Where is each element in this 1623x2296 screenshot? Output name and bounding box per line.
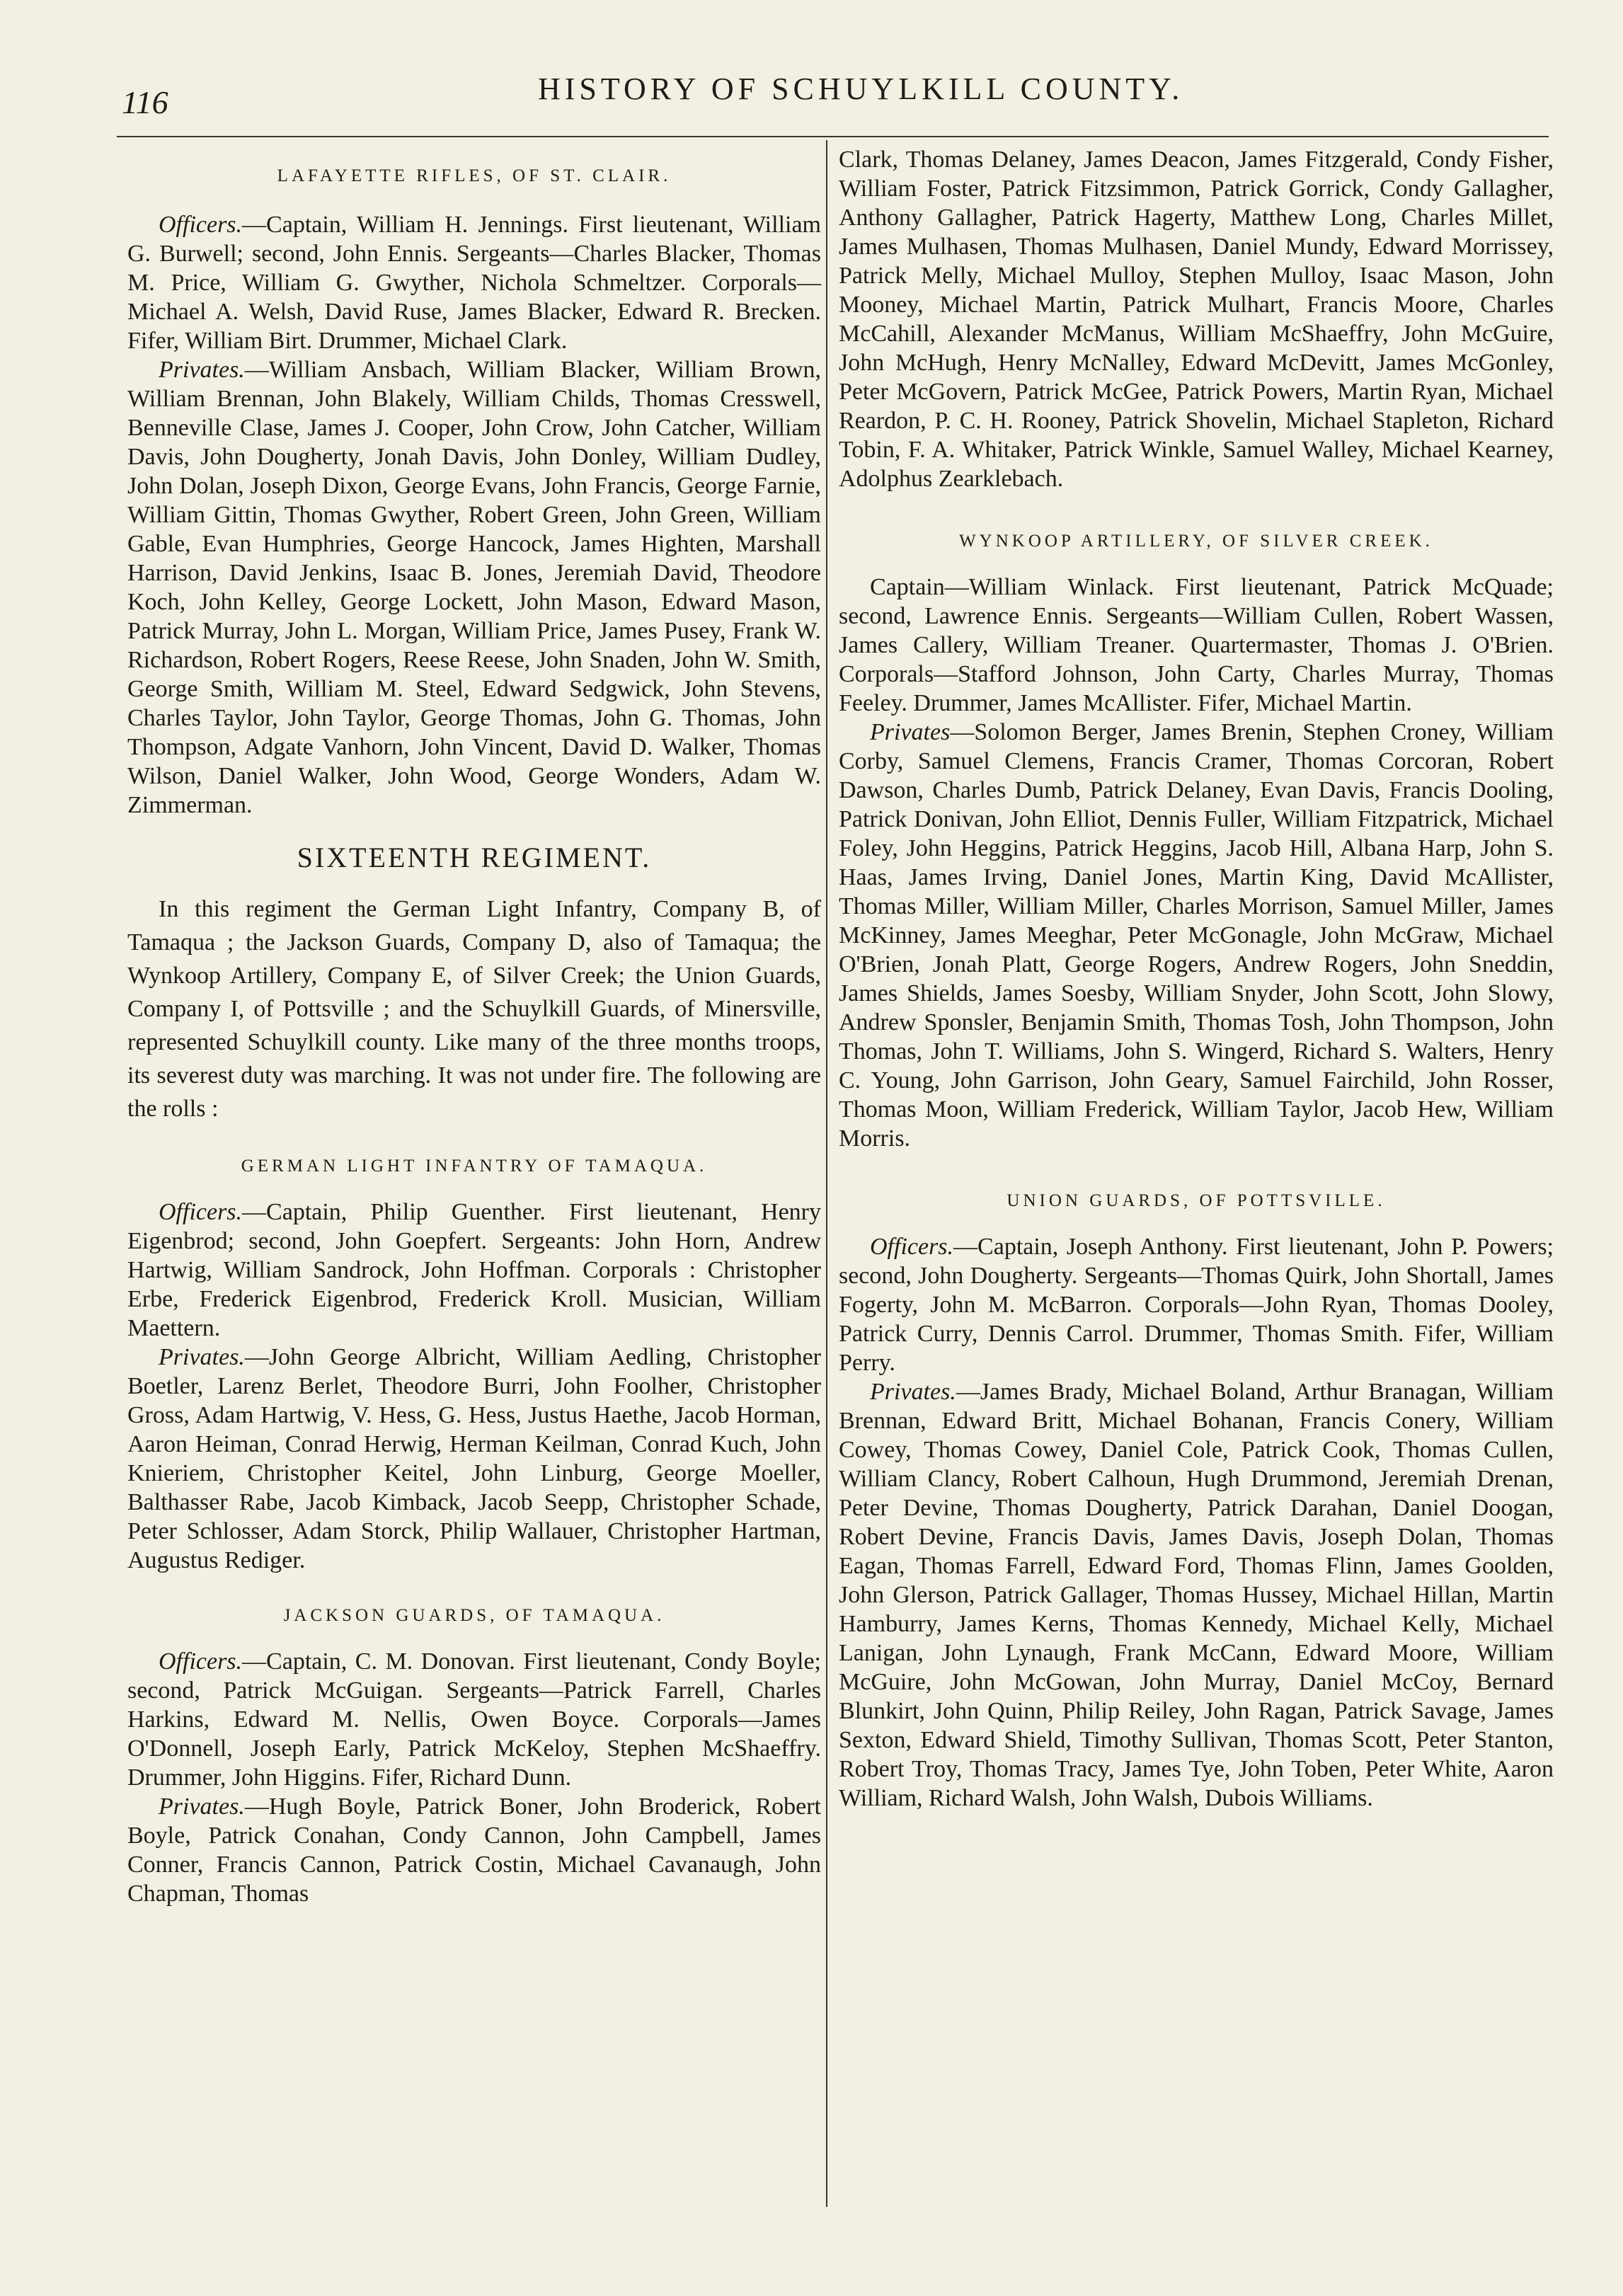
privates-label: Privates. (159, 1793, 245, 1820)
officers-text: —Captain, Philip Guenther. First lieutenant, Henry Eigenbrod; second, John Goepfert. Sergeants: John Horn, Andrew Hartwig, William Sandrock, John Hoffman. Corporals : Christopher Erbe, Frederick Eigenbrod, Frederick Kroll. Musician, William Maettern. (127, 1199, 821, 1341)
sixteenth-regiment-text: In this regiment the German Light Infantry, Company B, of Tamaqua ; the Jackson Guards, Company D, also of Tamaqua; the Wynkoop Artillery, Company E, of Silver Creek; the Union Guards, Company I, of Pottsville ; and the Schuylkill Guards, of Minersville, represented Schuylkill county. Like many of the three months troops, its severest duty was marching. It was not under fire. The following are the rolls : (127, 896, 821, 1122)
lafayette-privates (127, 355, 821, 820)
wynkoop-heading: WYNKOOP ARTILLERY, OF SILVER CREEK. (959, 532, 1433, 551)
jackson-officers (127, 1647, 821, 1792)
officers-text: —Captain, William H. Jennings. First lieutenant, William G. Burwell; second, John Ennis. Sergeants—Charles Blacker, Thomas M. Price, William G. Gwyther, Nichola Schmeltzer. Corporals—Michael A. Welsh, David Ruse, James Blacker, Edward R. Brecken. Fifer, William Birt. Drummer, Michael Clark. (127, 212, 821, 354)
privates-text: —John George Albricht, William Aedling, Christopher Boetler, Larenz Berlet, Theodore Burri, John Foolher, Christopher Gross, Adam Hartwig, V. Hess, G. Hess, Justus Haethe, Jacob Horman, Aaron Heiman, Conrad Herwig, Herman Keilman, Conrad Kuch, John Knieriem, Christopher Keitel, John Linburg, George Moeller, Balthasser Rabe, Jacob Kimback, Jacob Seepp, Christopher Schade, Peter Schlosser, Adam Storck, Philip Wallauer, Christopher Hartman, Augustus Rediger. (127, 1344, 821, 1573)
privates-label: Privates. (159, 357, 245, 383)
privates-text: —William Ansbach, William Blacker, William Brown, William Brennan, John Blakely, William Childs, Thomas Cresswell, Benneville Clase, James J. Cooper, John Crow, John Catcher, William Davis, John Dougherty, Jonah Davis, John Donley, William Dudley, John Dolan, Joseph Dixon, George Evans, John Francis, George Farnie, William Gittin, Thomas Gwyther, Robert Green, John Green, William Gable, Evan Humphries, George Hancock, James Highten, Marshall Harrison, David Jenkins, Isaac B. Jones, Jeremiah David, Theodore Koch, John Kelley, George Lockett, John Mason, Edward Mason, Patrick Murray, John L. Morgan, William Price, James Pusey, Frank W. Richardson, Robert Rogers, Reese Reese, John Snaden, John W. Smith, George Smith, William M. Steel, Edward Sedgwick, John Stevens, Charles Taylor, John Taylor, George Thomas, John G. Thomas, John Thompson, Adgate Vanhorn, John Vincent, David D. Walker, Thomas Wilson, Daniel Walker, John Wood, George Wonders, Adam W. Zimmerman. (127, 357, 821, 818)
privates-text: —Solomon Berger, James Brenin, Stephen Croney, William Corby, Samuel Clemens, Francis Cramer, Thomas Corcoran, Robert Dawson, Charles Dumb, Patrick Delaney, Evan Davis, Francis Dooling, Patrick Donivan, John Elliot, Dennis Fuller, William Fitzpatrick, Michael Foley, John Heggins, Patrick Heggins, Jacob Hill, Albana Harp, John S. Haas, James Irving, Daniel Jones, Martin King, David McAllister, Thomas Miller, William Miller, Charles Morrison, Samuel Miller, James McKinney, James Meeghar, Peter McGonagle, John McGraw, Michael O'Brien, Jonah Platt, George Rogers, Andrew Rogers, John Sneddin, James Shields, James Soesby, William Snyder, John Scott, John Slowy, Andrew Sponsler, Benjamin Smith, Thomas Tosh, John Thompson, John Thomas, John T. Williams, John S. Wingerd, Richard S. Walters, Henry C. Young, John Garrison, John Geary, Samuel Fairchild, John Rosser, Thomas Moon, William Frederick, William Taylor, Jacob Hew, William Morris. (839, 719, 1554, 1152)
german-heading: GERMAN LIGHT INFANTRY OF TAMAQUA. (241, 1156, 708, 1176)
officers-label: Officers. (870, 1234, 954, 1260)
jackson-privates-continued: Clark, Thomas Delaney, James Deacon, James Fitzgerald, Condy Fisher, William Foster, Patrick Fitzsimmon, Patrick Gorrick, Condy Gallagher, Anthony Gallagher, Patrick Hagerty, Matthew Long, Charles Millet, James Mulhasen, Thomas Mulhasen, Daniel Mundy, Edward Morrissey, Patrick Melly, Michael Mulloy, Stephen Mulloy, Isaac Mason, John Mooney, Michael Martin, Patrick Mulhart, Francis Moore, Charles McCahill, Alexander McManus, William McShaeffry, John McGuire, John McHugh, Henry McNalley, Edward McDevitt, James McGonley, Peter McGovern, Patrick McGee, Patrick Powers, Martin Ryan, Michael Reardon, P. C. H. Rooney, Patrick Shovelin, Michael Stapleton, Richard Tobin, F. A. Whitaker, Patrick Winkle, Samuel Walley, Michael Kearney, Adolphus Zearklebach. (839, 147, 1554, 492)
officers-label: Officers. (159, 212, 243, 238)
privates-label: Privates. (870, 1379, 956, 1405)
privates-text: —Hugh Boyle, Patrick Boner, John Broderick, Robert Boyle, Patrick Conahan, Condy Cannon, John Campbell, James Conner, Francis Cannon, Patrick Costin, Michael Cavanaugh, John Chapman, Thomas (127, 1793, 821, 1907)
german-officers (127, 1198, 821, 1343)
lafayette-heading: LAFAYETTE RIFLES, OF ST. CLAIR. (277, 166, 672, 185)
jackson-heading: JACKSON GUARDS, OF TAMAQUA. (283, 1606, 665, 1625)
wynkoop-privates (839, 718, 1554, 1153)
left-column (127, 145, 821, 1908)
privates-label: Privates (870, 719, 951, 745)
officers-label: Officers. (159, 1199, 243, 1225)
union-officers (839, 1232, 1554, 1377)
privates-label: Privates. (159, 1344, 245, 1370)
column-rule (826, 140, 827, 2207)
german-privates (127, 1343, 821, 1575)
officers-text: —Captain, Joseph Anthony. First lieutenant, John P. Powers; second, John Dougherty. Sergeants—Thomas Quirk, John Shortall, James Fogerty, John M. McBarron. Corporals—John Ryan, Thomas Dooley, Patrick Curry, Dennis Carrol. Drummer, Thomas Smith. Fifer, William Perry. (839, 1234, 1554, 1376)
wynkoop-officers: Captain—William Winlack. First lieutenant, Patrick McQuade; second, Lawrence Ennis. Sergeants—William Cullen, Robert Wassen, James Callery, William Treaner. Quartermaster, Thomas J. O'Brien. Corporals—Stafford Johnson, John Carty, Charles Murray, Thomas Feeley. Drummer, James McAllister. Fifer, Michael Martin. (839, 574, 1554, 716)
page-number: 116 (122, 84, 168, 120)
union-heading: UNION GUARDS, OF POTTSVILLE. (1007, 1191, 1386, 1210)
right-column (839, 145, 1554, 1813)
privates-text: —James Brady, Michael Boland, Arthur Branagan, William Brennan, Edward Britt, Michael Bohanan, Francis Conery, William Cowey, Thomas Cowey, Daniel Cole, Patrick Cook, Thomas Cullen, William Clancy, Robert Calhoun, Hugh Drummond, Jeremiah Drenan, Peter Devine, Thomas Dougherty, Patrick Darahan, Daniel Doogan, Robert Devine, Francis Davis, James Davis, Joseph Dolan, Thomas Eagan, Thomas Farrell, Edward Ford, Thomas Flinn, James Goolden, John Glerson, Patrick Gallager, Thomas Hussey, Michael Hillan, Martin Hamburry, James Kerns, Thomas Kennedy, Michael Kelly, Michael Lanigan, John Lynaugh, Frank McCann, Edward Moore, William McGuire, John McGowan, John Murray, Daniel McCoy, Bernard Blunkirt, John Quinn, Philip Reiley, John Ragan, Patrick Savage, James Sexton, Edward Shield, Timothy Sullivan, Thomas Scott, Peter Stanton, Robert Troy, Thomas Tracy, James Tye, John Toben, Peter White, Aaron William, Richard Walsh, John Walsh, Dubois Williams. (839, 1379, 1554, 1811)
sixteenth-regiment-heading: SIXTEENTH REGIMENT. (297, 842, 652, 873)
running-head: HISTORY OF SCHUYLKILL COUNTY. (538, 71, 1184, 106)
officers-label: Officers. (159, 1648, 243, 1675)
officers-text: —Captain, C. M. Donovan. First lieutenant, Condy Boyle; second, Patrick McGuigan. Sergeants—Patrick Farrell, Charles Harkins, Edward M. Nellis, Owen Boyce. Corporals—James O'Donnell, Joseph Early, Patrick McKeloy, Stephen McShaeffry. Drummer, John Higgins. Fifer, Richard Dunn. (127, 1648, 821, 1791)
union-privates (839, 1377, 1554, 1813)
head-rule (117, 136, 1549, 137)
jackson-privates (127, 1792, 821, 1908)
lafayette-officers (127, 210, 821, 355)
